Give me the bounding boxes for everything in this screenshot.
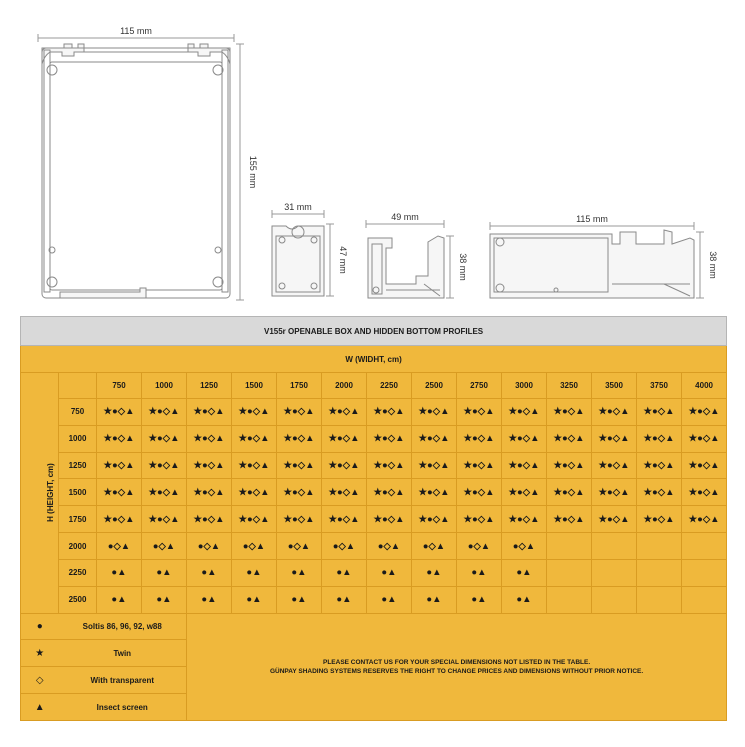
availability-cell: ★●◇▲ (142, 399, 187, 426)
availability-cell: ★●◇▲ (457, 399, 502, 426)
availability-cell: ★●◇▲ (187, 452, 232, 479)
availability-cell: ★●◇▲ (457, 506, 502, 533)
availability-cell: ★●◇▲ (367, 479, 412, 506)
height-row-header: 1750 (59, 506, 97, 533)
availability-cell: ★●◇▲ (97, 425, 142, 452)
availability-cell (592, 533, 637, 560)
availability-cell: ★●◇▲ (547, 425, 592, 452)
availability-cell: ●◇▲ (232, 533, 277, 560)
table-row (21, 506, 727, 533)
availability-cell: ★●◇▲ (592, 479, 637, 506)
availability-cell: ●▲ (322, 586, 367, 613)
availability-cell: ★●◇▲ (322, 399, 367, 426)
availability-cell: ●◇▲ (142, 533, 187, 560)
availability-cell: ★●◇▲ (367, 425, 412, 452)
availability-cell: ★●◇▲ (412, 506, 457, 533)
availability-cell (592, 586, 637, 613)
availability-cell: ★●◇▲ (277, 506, 322, 533)
availability-cell: ★●◇▲ (322, 425, 367, 452)
availability-cell: ★●◇▲ (322, 506, 367, 533)
availability-cell: ★●◇▲ (142, 479, 187, 506)
availability-cell: ●▲ (457, 559, 502, 586)
width-column-header: 3750 (637, 373, 682, 399)
table-row (21, 586, 727, 613)
availability-cell: ★●◇▲ (97, 452, 142, 479)
legend-symbol: ● (21, 613, 59, 640)
table-title: V155r OPENABLE BOX AND HIDDEN BOTTOM PROFILES (21, 317, 727, 346)
availability-cell: ★●◇▲ (592, 506, 637, 533)
notice-text (187, 613, 727, 720)
legend-text: Soltis 86, 96, 92, w88 (59, 613, 187, 640)
profile-3-width-label: 49 mm (391, 212, 419, 222)
width-column-header: 3000 (502, 373, 547, 399)
availability-cell: ●▲ (142, 586, 187, 613)
availability-cell: ●▲ (142, 559, 187, 586)
availability-cell: ★●◇▲ (457, 425, 502, 452)
availability-cell: ●▲ (97, 559, 142, 586)
legend-text: Twin (59, 640, 187, 667)
width-header-row (21, 373, 727, 399)
availability-cell: ★●◇▲ (637, 479, 682, 506)
profile-drawings (0, 0, 745, 310)
width-column-header: 3250 (547, 373, 592, 399)
availability-cell: ●▲ (457, 586, 502, 613)
availability-cell: ★●◇▲ (502, 425, 547, 452)
availability-cell: ★●◇▲ (637, 506, 682, 533)
availability-cell: ●▲ (277, 559, 322, 586)
availability-cell (592, 559, 637, 586)
main-height-label: 155 mm (248, 155, 258, 189)
availability-cell: ★●◇▲ (592, 425, 637, 452)
availability-cell: ●▲ (187, 586, 232, 613)
availability-cell: ★●◇▲ (97, 479, 142, 506)
availability-cell: ★●◇▲ (142, 425, 187, 452)
height-row-header: 1250 (59, 452, 97, 479)
height-row-header: 2500 (59, 586, 97, 613)
availability-cell: ★●◇▲ (547, 399, 592, 426)
availability-cell: ★●◇▲ (277, 399, 322, 426)
availability-cell: ●▲ (502, 559, 547, 586)
notice-line: PLEASE CONTACT US FOR YOUR SPECIAL DIMENSIONS NOT LISTED IN THE TABLE. (323, 658, 591, 666)
profile-2-drawing (272, 210, 334, 296)
main-width-label: 115 mm (120, 26, 152, 36)
availability-cell: ★●◇▲ (457, 479, 502, 506)
width-column-header: 3500 (592, 373, 637, 399)
width-column-header: 2500 (412, 373, 457, 399)
availability-cell: ★●◇▲ (637, 452, 682, 479)
availability-cell: ★●◇▲ (502, 399, 547, 426)
availability-cell: ★●◇▲ (592, 452, 637, 479)
profile-3-drawing (366, 220, 454, 298)
availability-cell: ★●◇▲ (412, 399, 457, 426)
availability-cell: ★●◇▲ (412, 425, 457, 452)
width-column-header: 2250 (367, 373, 412, 399)
availability-cell (637, 533, 682, 560)
availability-cell: ●▲ (277, 586, 322, 613)
availability-cell: ★●◇▲ (322, 479, 367, 506)
availability-cell: ★●◇▲ (547, 479, 592, 506)
availability-cell (682, 586, 727, 613)
availability-cell: ●▲ (412, 559, 457, 586)
corner-cell (59, 373, 97, 399)
table-row (21, 479, 727, 506)
height-row-header: 2250 (59, 559, 97, 586)
profile-2-width-label: 31 mm (284, 202, 312, 212)
availability-cell (637, 586, 682, 613)
table-row (21, 399, 727, 426)
availability-cell: ★●◇▲ (187, 425, 232, 452)
availability-cell: ●▲ (232, 559, 277, 586)
availability-cell: ★●◇▲ (637, 399, 682, 426)
availability-cell: ★●◇▲ (682, 425, 727, 452)
availability-cell: ★●◇▲ (367, 399, 412, 426)
availability-cell: ★●◇▲ (412, 479, 457, 506)
height-axis-label: H (HEIGHT, cm) (45, 463, 55, 523)
legend-text: Insect screen (59, 694, 187, 721)
height-row-header: 750 (59, 399, 97, 426)
availability-cell: ★●◇▲ (457, 452, 502, 479)
availability-cell: ●◇▲ (322, 533, 367, 560)
availability-cell: ●◇▲ (367, 533, 412, 560)
legend-symbol: ◇ (21, 667, 59, 694)
availability-cell (637, 559, 682, 586)
table-row (21, 559, 727, 586)
legend-text: With transparent (59, 667, 187, 694)
availability-cell: ★●◇▲ (637, 425, 682, 452)
availability-cell: ★●◇▲ (547, 506, 592, 533)
height-axis-header (21, 373, 59, 614)
availability-cell: ★●◇▲ (232, 506, 277, 533)
height-row-header: 1500 (59, 479, 97, 506)
width-column-header: 2000 (322, 373, 367, 399)
availability-cell: ●▲ (97, 586, 142, 613)
notice-line: GÜNPAY SHADING SYSTEMS RESERVES THE RIGHT TO CHANGE PRICES AND DIMENSIONS WITHOUT PRIOR NOTICE. (269, 667, 644, 675)
availability-cell: ★●◇▲ (277, 452, 322, 479)
availability-cell: ●◇▲ (97, 533, 142, 560)
availability-cell: ★●◇▲ (232, 425, 277, 452)
profile-4-drawing (490, 222, 704, 298)
height-row-header: 2000 (59, 533, 97, 560)
legend-row (21, 613, 727, 640)
availability-cell: ★●◇▲ (412, 452, 457, 479)
availability-cell: ★●◇▲ (502, 506, 547, 533)
legend-symbol: ★ (21, 640, 59, 667)
availability-cell: ●▲ (412, 586, 457, 613)
width-column-header: 4000 (682, 373, 727, 399)
main-profile-drawing (38, 34, 244, 300)
availability-cell: ●▲ (367, 586, 412, 613)
width-column-header: 2750 (457, 373, 502, 399)
profile-4-height-label: 38 mm (708, 251, 718, 279)
availability-cell: ●▲ (232, 586, 277, 613)
availability-cell: ●▲ (502, 586, 547, 613)
availability-cell (682, 559, 727, 586)
availability-cell: ★●◇▲ (502, 479, 547, 506)
availability-cell (682, 533, 727, 560)
availability-cell: ★●◇▲ (592, 399, 637, 426)
width-column-header: 1250 (187, 373, 232, 399)
profile-3-height-label: 38 mm (458, 253, 468, 281)
availability-cell: ★●◇▲ (367, 506, 412, 533)
availability-cell: ★●◇▲ (187, 399, 232, 426)
availability-cell (547, 533, 592, 560)
availability-cell: ★●◇▲ (547, 452, 592, 479)
availability-cell: ●▲ (187, 559, 232, 586)
width-column-header: 1000 (142, 373, 187, 399)
width-column-header: 1750 (277, 373, 322, 399)
availability-cell: ★●◇▲ (187, 479, 232, 506)
availability-cell: ★●◇▲ (232, 452, 277, 479)
legend-symbol: ▲ (21, 694, 59, 721)
availability-cell: ★●◇▲ (682, 452, 727, 479)
availability-cell: ★●◇▲ (367, 452, 412, 479)
height-row-header: 1000 (59, 425, 97, 452)
width-axis-header: W (WIDHT, cm) (21, 346, 727, 373)
availability-cell: ★●◇▲ (502, 452, 547, 479)
spec-table (20, 316, 727, 721)
width-column-header: 750 (97, 373, 142, 399)
availability-cell: ●▲ (367, 559, 412, 586)
availability-cell: ★●◇▲ (322, 452, 367, 479)
availability-cell: ★●◇▲ (97, 399, 142, 426)
table-row (21, 533, 727, 560)
availability-cell: ●◇▲ (187, 533, 232, 560)
availability-cell (547, 559, 592, 586)
availability-cell: ★●◇▲ (142, 452, 187, 479)
availability-cell: ★●◇▲ (277, 425, 322, 452)
availability-cell: ●◇▲ (412, 533, 457, 560)
availability-cell: ★●◇▲ (97, 506, 142, 533)
availability-cell: ★●◇▲ (682, 399, 727, 426)
availability-cell: ★●◇▲ (187, 506, 232, 533)
profile-4-width-label: 115 mm (576, 214, 608, 224)
availability-cell: ★●◇▲ (142, 506, 187, 533)
width-column-header: 1500 (232, 373, 277, 399)
availability-cell: ★●◇▲ (232, 479, 277, 506)
table-row (21, 452, 727, 479)
availability-cell: ●◇▲ (502, 533, 547, 560)
availability-cell: ★●◇▲ (277, 479, 322, 506)
availability-cell: ★●◇▲ (232, 399, 277, 426)
availability-cell: ●◇▲ (277, 533, 322, 560)
table-row (21, 425, 727, 452)
profile-2-height-label: 47 mm (338, 246, 348, 274)
availability-cell: ●▲ (322, 559, 367, 586)
availability-cell: ★●◇▲ (682, 479, 727, 506)
availability-cell (547, 586, 592, 613)
availability-cell: ★●◇▲ (682, 506, 727, 533)
availability-cell: ●◇▲ (457, 533, 502, 560)
